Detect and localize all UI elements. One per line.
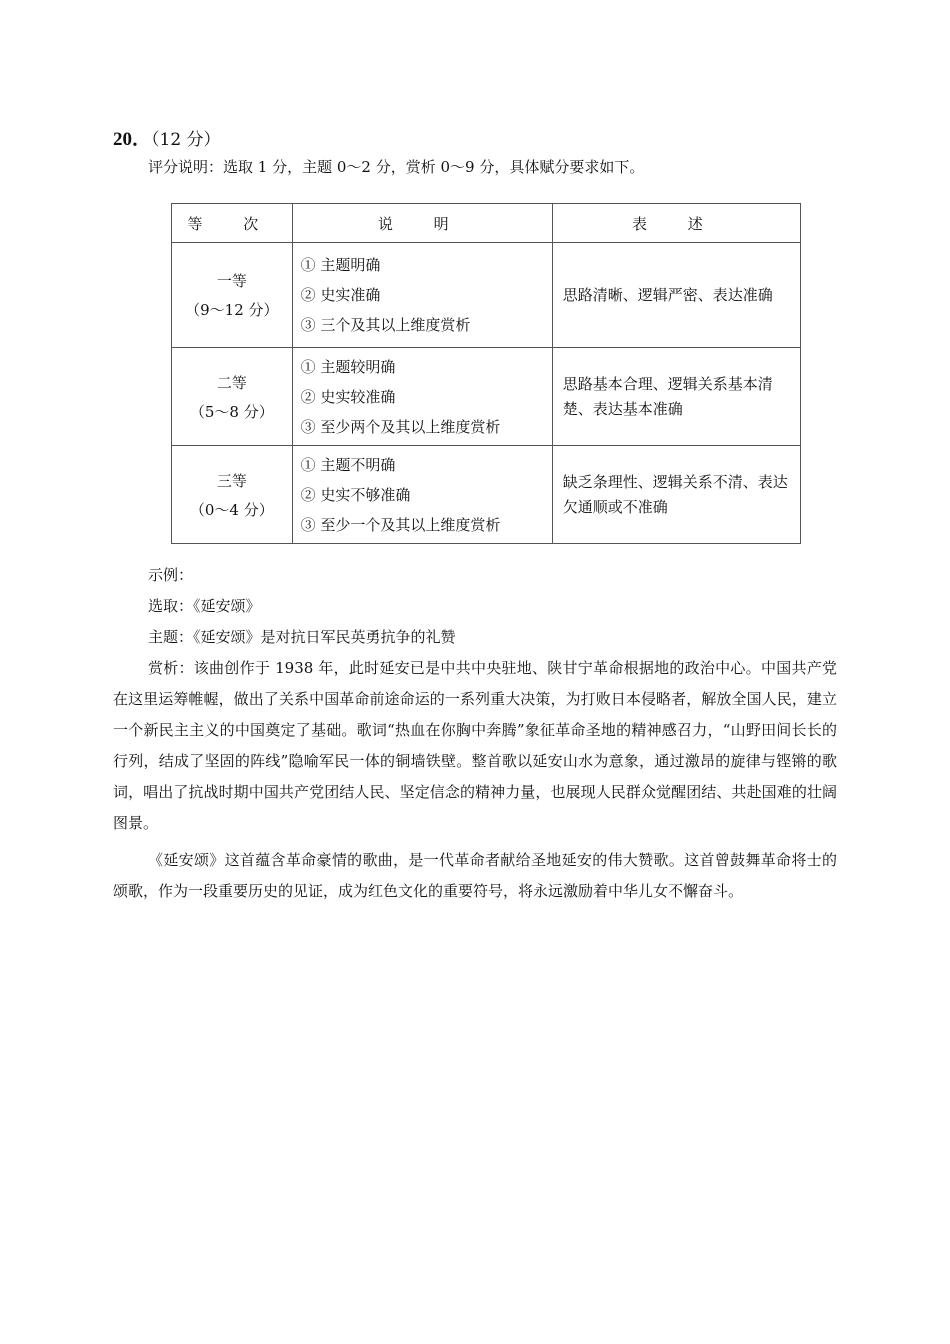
example-label: 示例： (148, 566, 194, 584)
example-conclusion: 《延安颂》这首蕴含革命豪情的歌曲，是一代革命者献给圣地延安的伟大赞歌。这首曾鼓舞革命将士的颂歌，作为一段重要历史的见证，成为红色文化的重要符号，将永远激励着中华儿女不懈奋斗。 (113, 851, 837, 900)
example-section (113, 560, 837, 907)
criteria-item: ③ 三个及其以上维度赏析 (300, 316, 471, 334)
description-cell (292, 243, 552, 348)
criteria-item: ① 主题不明确 (300, 455, 396, 474)
criteria-item: ② 史实不够准确 (300, 485, 411, 504)
level-cell (172, 446, 293, 544)
description-cell (292, 446, 552, 544)
example-analysis: 赏析：该曲创作于 1938 年，此时延安已是中共中央驻地、陕甘宁革命根据地的政治中心。中国共产党在这里运筹帷幄，做出了关系中国革命前途命运的一系列重大决策，为打败日本侵略者，解放全国人民，建立一个新民主主义的中国奠定了基础。歌词“热血在你胸中奔腾”象征革命圣地的精神感召力，“山野田间长长的行列，结成了坚固的阵线”隐喻军民一体的铜墙铁壁。整首歌以延安山水为意象，通过激昂的旋律与铿锵的歌词，唱出了抗战时期中国共产党团结人民、坚定信念的精神力量，也展现人民群众觉醒团结、共赴国难的壮阔图景。 (113, 659, 837, 832)
criteria-item: ② 史实准确 (300, 286, 381, 304)
scoring-note: 评分说明：选取 1 分，主题 0～2 分，赏析 0～9 分，具体赋分要求如下。 (148, 158, 645, 176)
expression-cell (552, 243, 800, 348)
level-cell (172, 348, 293, 446)
expression-text: 思路基本合理、逻辑关系基本清楚、表达基本准确 (562, 374, 773, 418)
expression-text: 缺乏条理性、逻辑关系不清、表达欠通顺或不准确 (562, 472, 788, 516)
level-cell (172, 243, 293, 348)
description-cell (292, 348, 552, 446)
criteria-item: ③ 至少两个及其以上维度赏析 (300, 417, 501, 436)
example-choice: 选取：《延安颂》 (148, 597, 261, 615)
table-row (172, 243, 801, 348)
header-level: 等 次 (172, 204, 293, 243)
question-number: 20． (113, 129, 152, 150)
criteria-item: ② 史实较准确 (300, 387, 396, 406)
table-row (172, 348, 801, 446)
criteria-item: ① 主题较明确 (300, 357, 396, 376)
header-description: 说 明 (292, 204, 552, 243)
table-header-row (172, 204, 801, 243)
header-expression: 表 述 (552, 204, 800, 243)
expression-cell (552, 348, 800, 446)
level-name: 二等 (216, 373, 247, 392)
level-range: （9～12 分） (185, 301, 279, 319)
level-range: （5～8 分） (189, 402, 274, 421)
question-title (113, 124, 221, 151)
criteria-item: ③ 至少一个及其以上维度赏析 (300, 515, 501, 534)
example-theme: 主题：《延安颂》是对抗日军民英勇抗争的礼赞 (148, 628, 456, 646)
level-name: 三等 (216, 471, 247, 490)
level-range: （0～4 分） (189, 500, 274, 519)
expression-text: 思路清晰、逻辑严密、表达准确 (562, 285, 773, 304)
grading-table (171, 203, 801, 544)
expression-cell (552, 446, 800, 544)
table-row (172, 446, 801, 544)
criteria-item: ① 主题明确 (300, 256, 381, 274)
level-name: 一等 (216, 272, 247, 290)
question-points: （12 分） (151, 130, 221, 150)
